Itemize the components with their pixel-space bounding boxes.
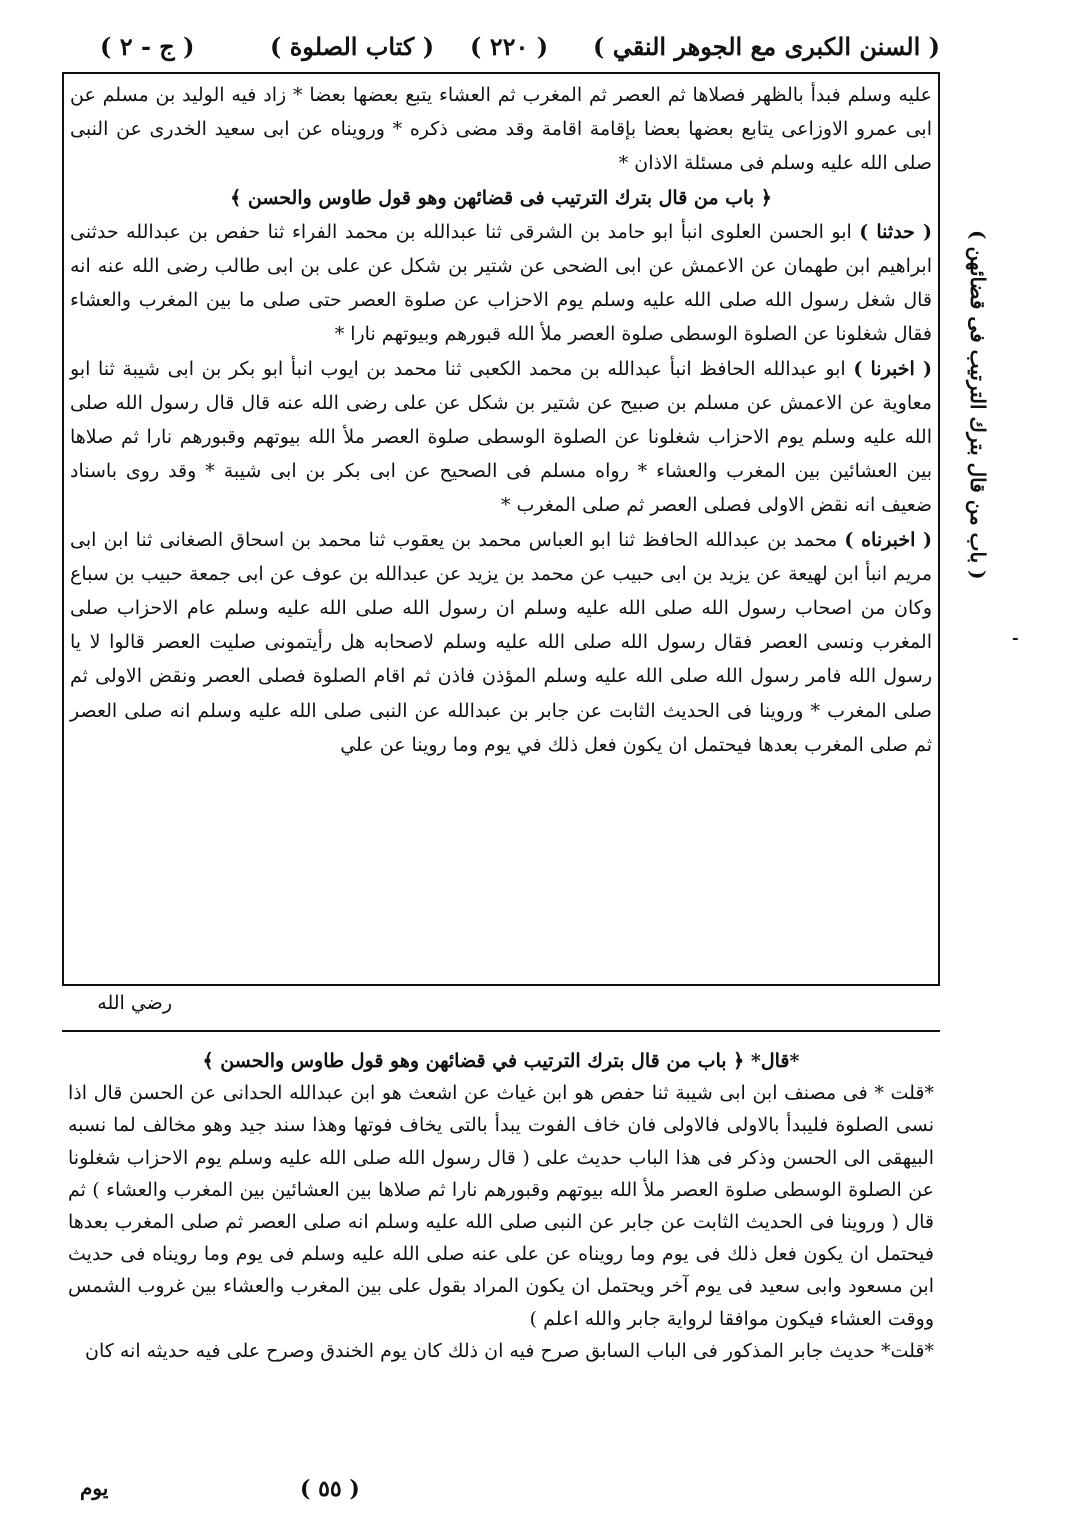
margin-mark: -	[1012, 628, 1019, 647]
hadith-paragraph-3	[70, 523, 932, 762]
catchword: يوم	[80, 1476, 109, 1500]
header-page-number: ( ٢٢٠ )	[470, 32, 549, 61]
commentary-heading: *قال* ﴿ باب من قال بترك الترتيب في قضائهن وهو قول طاوس والحسن ﴾	[202, 1050, 800, 1072]
footnote-line: رضي الله	[97, 992, 172, 1014]
hadith-lead: ( اخبرنا )	[853, 357, 932, 380]
chapter-heading: ﴿ باب من قال بترك الترتيب فى قضائهن وهو قول طاوس والحسن ﴾	[230, 186, 772, 209]
main-text	[70, 78, 932, 762]
hadith-paragraph-2	[70, 352, 932, 523]
commentary-paragraph-2: *قلت* حديث جابر المذكور فى الباب السابق صرح فيه ان ذلك كان يوم الخندق وصرح على فيه حديثه انه كان	[85, 1339, 934, 1362]
hadith-paragraph-1	[70, 215, 932, 352]
margin-side-note: ( باب من قال بترك الترتيب فى قضائهن )	[966, 230, 990, 580]
hadith-text: محمد بن عبدالله الحافظ ثنا ابو العباس محمد بن يعقوب ثنا محمد بن اسحاق الصغانى ثنا ابن ابى مريم انبأ ابن لهيعة عن يزيد بن ابى حبيب عن محمد بن يزيد عن عبدالله بن عوف عن ابى جمعة حبيب بن سباع وكان من اصحاب رسول الله صلى الله عليه وسلم ان رسول الله صلى الله عليه وسلم عام الاحزاب صلى المغرب ونسى العصر فقال رسول الله صلى الله عليه وسلم لاصحابه هل رأيتمونى صليت العصر قالوا لا يا رسول الله فامر رسول الله صلى الله عليه وسلم المؤذن فاذن ثم اقام الصلوة فصلى العصر ونقض الاولى ثم صلى المغرب * وروينا فى الحديث الثابت عن جابر بن عبدالله عن النبى صلى الله عليه وسلم انه صلى العصر ثم صلى المغرب بعدها فيحتمل ان يكون فعل ذلك في يوم وما روينا عن علي	[70, 528, 932, 756]
header-volume: ( ج - ٢ )	[100, 32, 195, 61]
header-book-name: ( كتاب الصلوة )	[270, 32, 435, 61]
commentary-section	[68, 1045, 934, 1367]
hadith-text: ابو عبدالله الحافظ انبأ عبدالله بن محمد الكعبى ثنا محمد بن ايوب انبأ ابو بكر بن ابى شيبة ثنا ابو معاوية عن الاعمش عن مسلم بن صبيح عن شتير بن شكل عن على رضى الله عنه قال قال رسول الله صلى الله عليه وسلم يوم الاحزاب شغلونا عن الصلوة الوسطى صلوة العصر ملأ الله بيوتهم وقبورهم نارا ثم صلاها بين العشائين بين المغرب والعشاء * رواه مسلم فى الصحيح عن ابى بكر بن ابى شيبة * وقد روى باسناد ضعيف انه نقض الاولى فصلى العصر ثم صلى المغرب *	[70, 357, 932, 517]
intro-paragraph: عليه وسلم فبدأ بالظهر فصلاها ثم العصر ثم المغرب ثم العشاء يتبع بعضها بعضا * زاد فيه الوليد بن مسلم عن ابى عمرو الاوزاعى يتابع بعضها بعضا بإقامة اقامة وقد مضى ذكره * ورويناه عن ابى سعيد الخدرى عن النبى صلى الله عليه وسلم فى مسئلة الاذان *	[70, 84, 933, 175]
hadith-lead: ( حدثنا )	[859, 220, 932, 243]
commentary-paragraph-1: *قلت * فى مصنف ابن ابى شيبة ثنا حفص هو ابن غياث عن اشعث هو ابن عبدالله الحدانى عن الحسن قال اذا نسى الصلوة فليبدأ بالاولى فالاولى فان خاف الفوت يبدأ بالتى يخاف فوتها وهذا سند جيد وهو مخالف لما نسبه البيهقى الى الحسن وذكر فى هذا الباب حديث على ( قال رسول الله صلى الله عليه وسلم يوم الاحزاب شغلونا عن الصلوة الوسطى صلوة العصر ملأ الله بيوتهم وقبورهم نارا ثم صلاها بين العشائين بين المغرب والعشاء ) ثم قال ( وروينا فى الحديث الثابت عن جابر عن النبى صلى الله عليه وسلم انه صلى العصر ثم صلى المغرب بعدها فيحتمل ان يكون فعل ذلك فى يوم وما رويناه عن على عنه صلى الله عليه وسلم فى يوم وما رويناه فى حديث ابن مسعود وابى سعيد فى يوم آخر ويحتمل ان يكون المراد بقول على بين المغرب والعشاء بين غروب الشمس ووقت العشاء فيكون موافقا لرواية جابر والله اعلم )	[68, 1082, 934, 1330]
header-title: ( السنن الكبرى مع الجوهر النقي )	[592, 32, 940, 61]
divider-rule	[62, 1030, 940, 1032]
running-header	[60, 28, 940, 68]
hadith-lead: ( اخبرناه )	[844, 528, 932, 551]
hadith-text: ابو الحسن العلوى انبأ ابو حامد بن الشرقى ثنا عبدالله بن محمد الفراء ثنا حفص بن عبدالله حدثنى ابراهيم ابن طهمان عن الاعمش عن ابى الضحى عن شتير بن شكل عن على بن ابى طالب رضى الله عنه انه قال شغل رسول الله صلى الله عليه وسلم يوم الاحزاب عن صلوة العصر حتى صلى ما بين المغرب والعشاء فقال شغلونا عن الصلوة الوسطى صلوة العصر ملأ الله قبورهم وبيوتهم نارا *	[70, 220, 932, 346]
page-number: ( ٥٥ )	[300, 1476, 360, 1502]
